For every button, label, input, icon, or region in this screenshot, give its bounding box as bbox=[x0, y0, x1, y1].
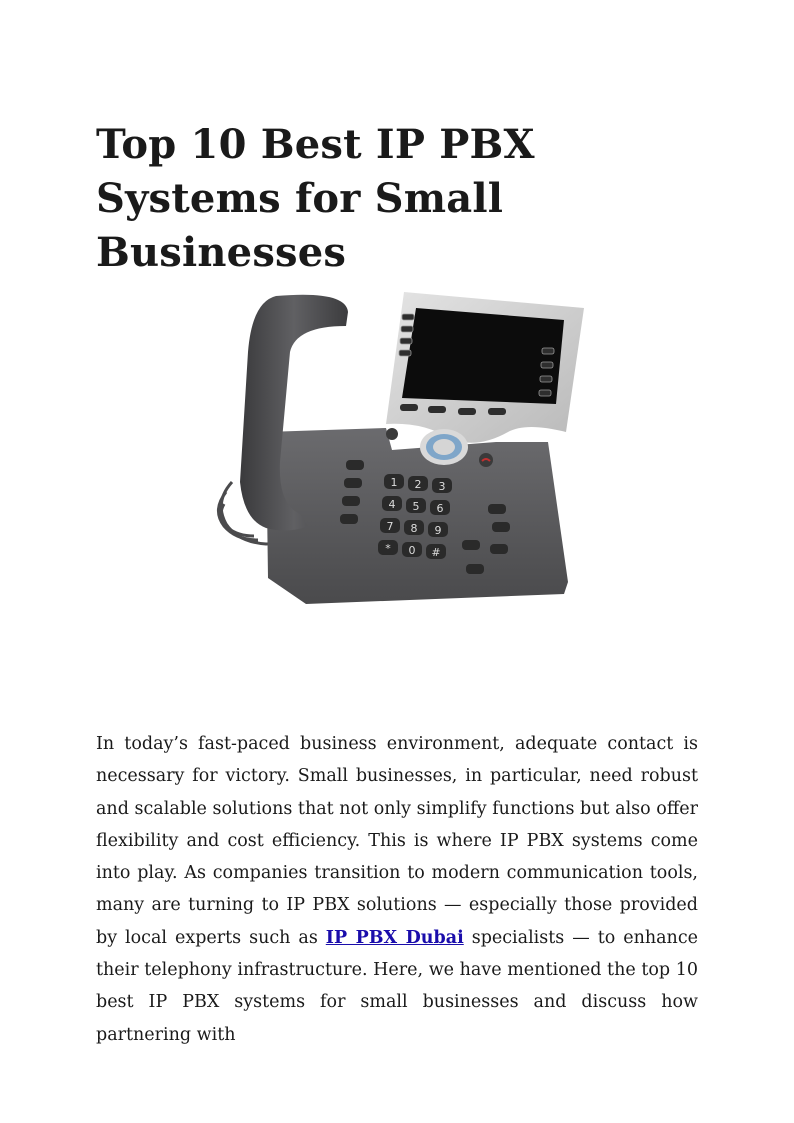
key-6: 6 bbox=[436, 502, 444, 515]
intro-text-before-link: In today’s fast-paced business environment, adequate contact is necessary for victory. Small businesses, in particular, need robust and scalable solutions that not only simplify functions but also offer flexibility and cost efficiency. This is where IP PBX systems come into play. As companies transition to modern communication tools, many are turning to IP PBX solutions — especially those provided by local experts such as bbox=[96, 734, 698, 948]
screen bbox=[402, 308, 564, 404]
intro-paragraph bbox=[96, 728, 698, 1051]
key-1: 1 bbox=[390, 476, 398, 489]
navigation-cluster bbox=[420, 429, 468, 465]
ip-pbx-dubai-link[interactable]: IP PBX Dubai bbox=[325, 927, 464, 948]
page-title: Top 10 Best IP PBX Systems for Small Businesses bbox=[96, 121, 535, 276]
key-9: 9 bbox=[434, 524, 442, 537]
phone-base bbox=[266, 428, 568, 604]
key-8: 8 bbox=[410, 522, 418, 535]
key-4: 4 bbox=[388, 498, 396, 511]
key-7: 7 bbox=[386, 520, 394, 533]
key-0: 0 bbox=[408, 544, 416, 557]
key-5: 5 bbox=[412, 500, 420, 513]
ip-phone-image bbox=[196, 282, 596, 622]
key-3: 3 bbox=[438, 480, 446, 493]
back-key bbox=[386, 428, 398, 440]
intro-text-after-link: specialists — to enhance their telephony infrastructure. Here, we have mentioned the top 10 best IP PBX systems for small businesses and discuss how partnering with bbox=[96, 927, 698, 1045]
key-2: 2 bbox=[414, 478, 422, 491]
key-star: * bbox=[385, 542, 391, 555]
key-hash: # bbox=[431, 546, 441, 559]
ip-desk-phone-icon bbox=[196, 282, 596, 622]
